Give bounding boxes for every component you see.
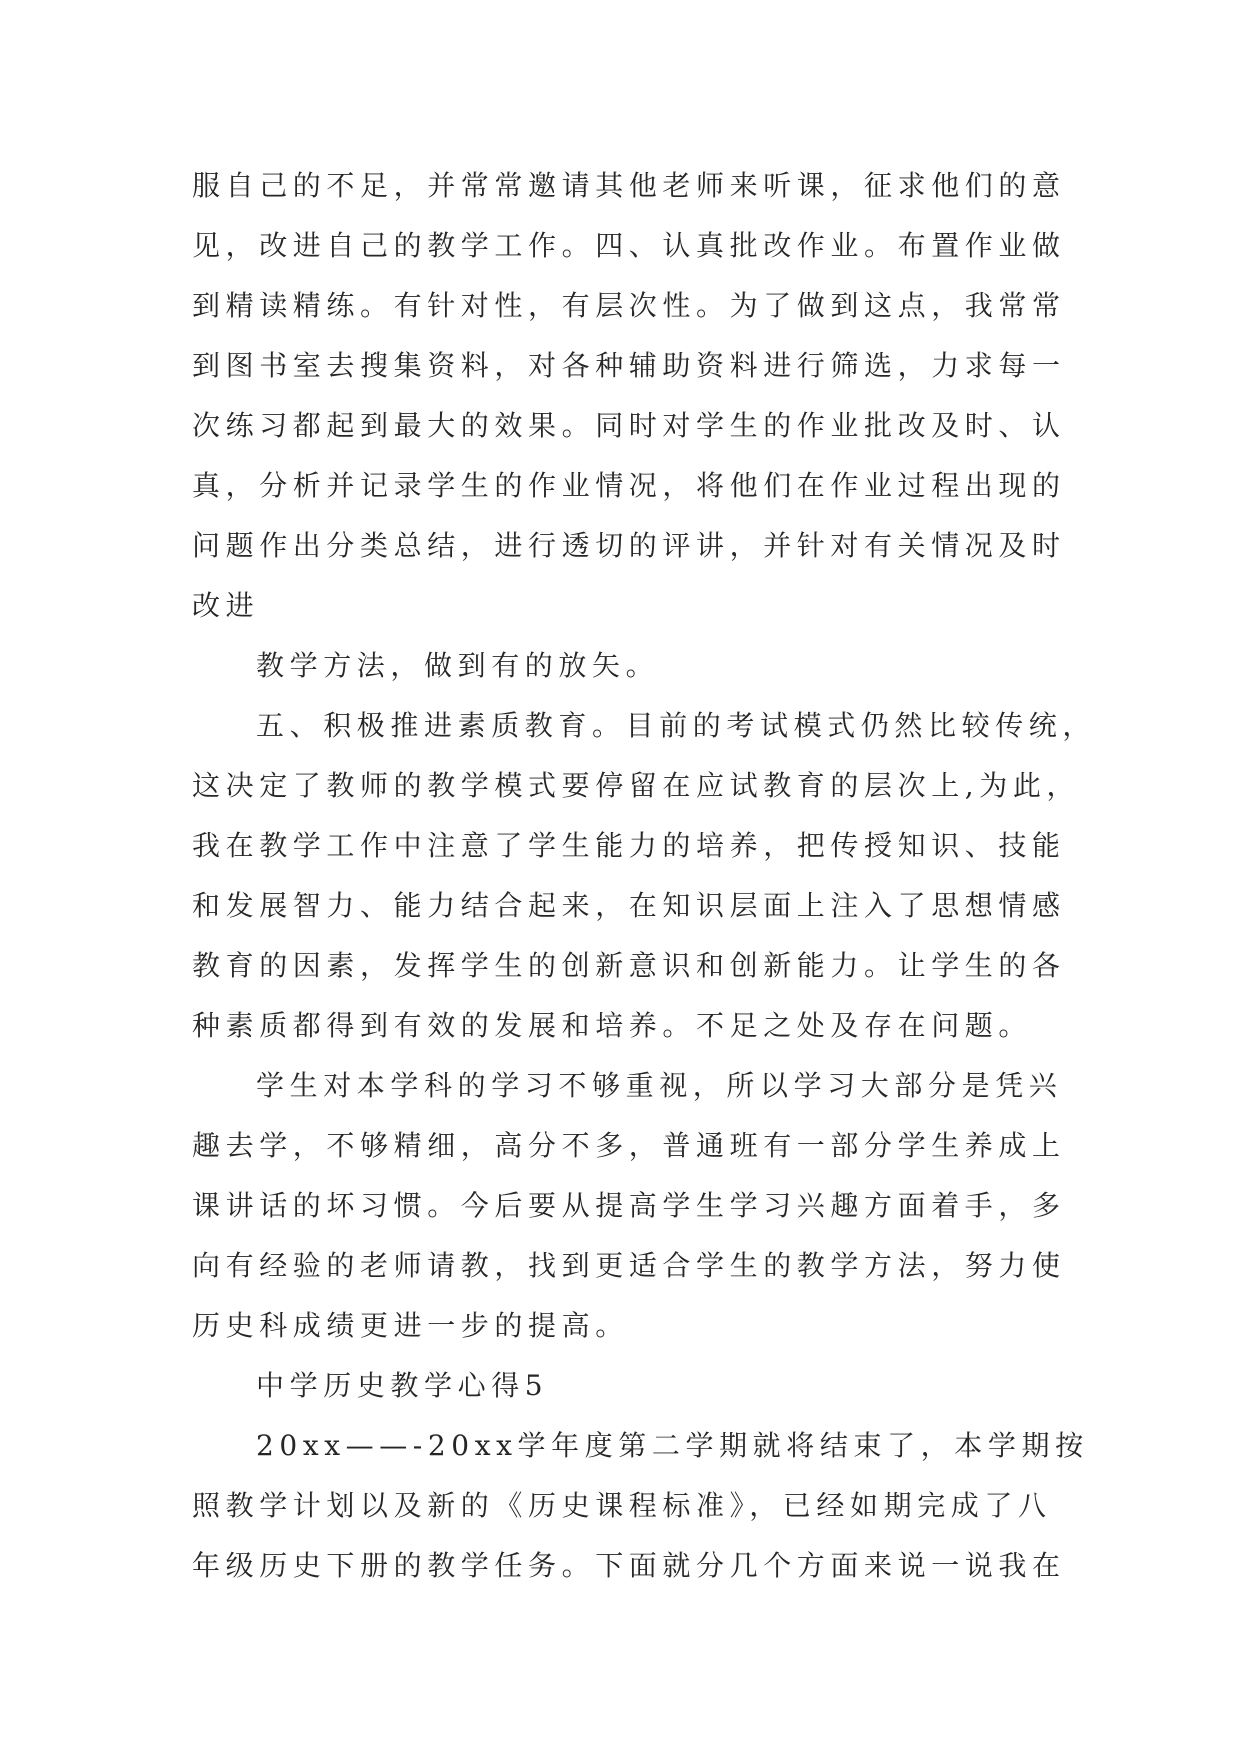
text-line: 见，改进自己的教学工作。四、认真批改作业。布置作业做 <box>192 229 1066 262</box>
text-line: 课讲话的坏习惯。今后要从提高学生学习兴趣方面着手，多 <box>192 1189 1066 1222</box>
paragraph-1 <box>192 156 1066 636</box>
text-line: 教育的因素，发挥学生的创新意识和创新能力。让学生的各 <box>192 949 1066 982</box>
text-line: 到图书室去搜集资料，对各种辅助资料进行筛选，力求每一 <box>192 349 1066 382</box>
text-line: 真，分析并记录学生的作业情况，将他们在作业过程出现的 <box>192 469 1066 502</box>
paragraph-2 <box>192 636 1056 696</box>
paragraph-4 <box>192 1056 1066 1356</box>
text-line: 趣去学，不够精细，高分不多，普通班有一部分学生养成上 <box>192 1129 1066 1162</box>
text-line: 向有经验的老师请教，找到更适合学生的教学方法，努力使 <box>192 1249 1066 1282</box>
paragraph-5 <box>192 1416 1089 1596</box>
text-line: 次练习都起到最大的效果。同时对学生的作业批改及时、认 <box>192 409 1066 442</box>
section-heading <box>192 1356 1056 1416</box>
text-line: 教学方法，做到有的放矢。 <box>256 649 660 682</box>
heading-text: 中学历史教学心得5 <box>256 1369 549 1402</box>
text-line: 种素质都得到有效的发展和培养。不足之处及存在问题。 <box>192 1009 1033 1042</box>
text-line: 20xx——-20xx学年度第二学期就将结束了，本学期按 <box>256 1429 1089 1462</box>
text-line: 到精读精练。有针对性，有层次性。为了做到这点，我常常 <box>192 289 1066 322</box>
text-line: 改进 <box>192 589 260 622</box>
text-line: 历史科成绩更进一步的提高。 <box>192 1309 629 1342</box>
text-line: 问题作出分类总结，进行透切的评讲，并针对有关情况及时 <box>192 529 1066 562</box>
text-line: 服自己的不足，并常常邀请其他老师来听课，征求他们的意 <box>192 169 1066 202</box>
paragraph-3 <box>192 696 1097 1056</box>
text-line: 这决定了教师的教学模式要停留在应试教育的层次上,为此， <box>192 769 1081 802</box>
text-line: 我在教学工作中注意了学生能力的培养，把传授知识、技能 <box>192 829 1066 862</box>
document-body <box>192 156 1097 1596</box>
text-line: 学生对本学科的学习不够重视，所以学习大部分是凭兴 <box>256 1069 1063 1102</box>
text-line: 照教学计划以及新的《历史课程标准》，已经如期完成了八 <box>192 1489 1052 1522</box>
text-line: 年级历史下册的教学任务。下面就分几个方面来说一说我在 <box>192 1549 1066 1582</box>
text-line: 和发展智力、能力结合起来，在知识层面上注入了思想情感 <box>192 889 1066 922</box>
text-line: 五、积极推进素质教育。目前的考试模式仍然比较传统， <box>256 709 1097 742</box>
